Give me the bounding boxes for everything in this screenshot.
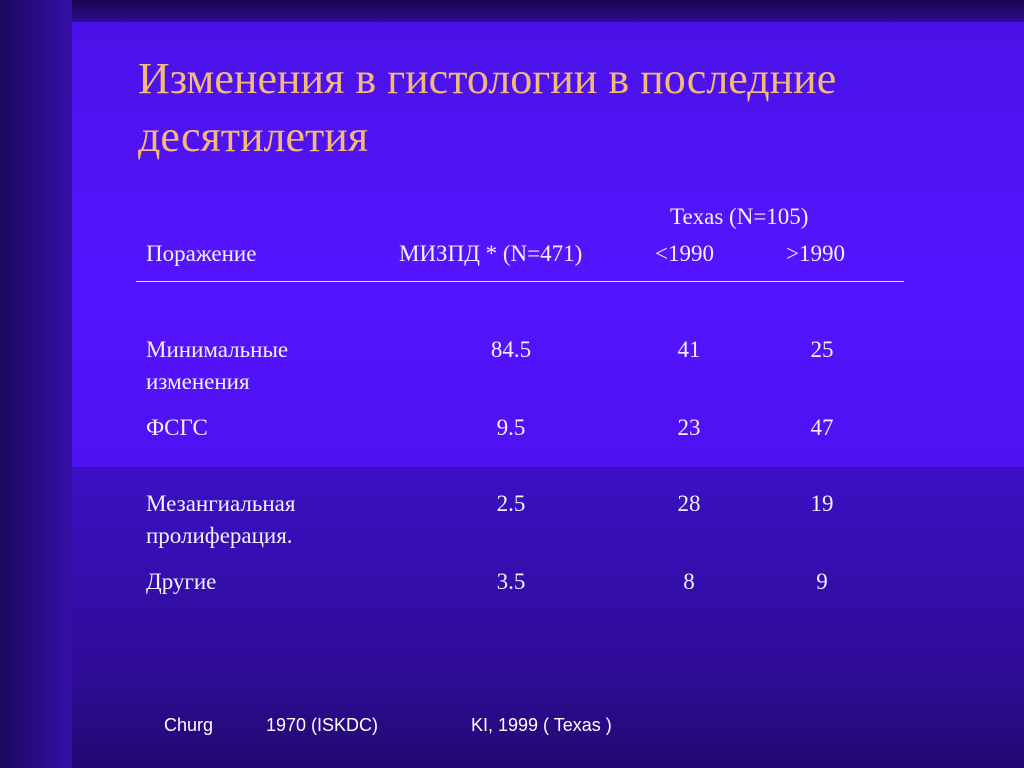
footer-reference-iskdc: 1970 (ISKDC) [266,715,379,735]
cell-mizpd: 3.5 [496,569,526,594]
cell-after-1990: 19 [810,491,834,516]
footer-reference-ki: KI, 1999 ( Texas ) [471,715,612,735]
cell-mizpd: 2.5 [496,491,526,516]
row-label: Другие [146,569,217,594]
column-header-lesion: Поражение [146,241,257,266]
column-header-before-1990: <1990 [655,241,714,266]
row-label: Мезангиальная [146,491,296,516]
cell-before-1990: 8 [683,569,695,594]
cell-mizpd: 84.5 [490,337,532,362]
cell-after-1990: 9 [816,569,828,594]
cell-before-1990: 23 [677,415,701,440]
cell-before-1990: 41 [677,337,701,362]
column-header-mizpd: МИЗПД * (N=471) [399,241,583,266]
cell-after-1990: 25 [810,337,834,362]
cell-mizpd: 9.5 [496,415,526,440]
footer-reference-churg: Churg [164,715,214,735]
cell-after-1990: 47 [810,415,834,440]
texas-group-header: Texas (N=105) [670,204,809,229]
row-label: ФСГС [146,415,208,440]
row-label-continued: пролиферация. [146,523,293,548]
slide-title: Изменения в гистологии в последние десятилетия [138,54,837,161]
header-divider [136,281,904,282]
slide-left-border [0,0,72,768]
cell-before-1990: 28 [677,491,701,516]
row-label: Минимальные [146,337,289,362]
slide-top-border [0,0,1024,22]
row-label-continued: изменения [146,369,250,394]
column-header-after-1990: >1990 [786,241,845,266]
